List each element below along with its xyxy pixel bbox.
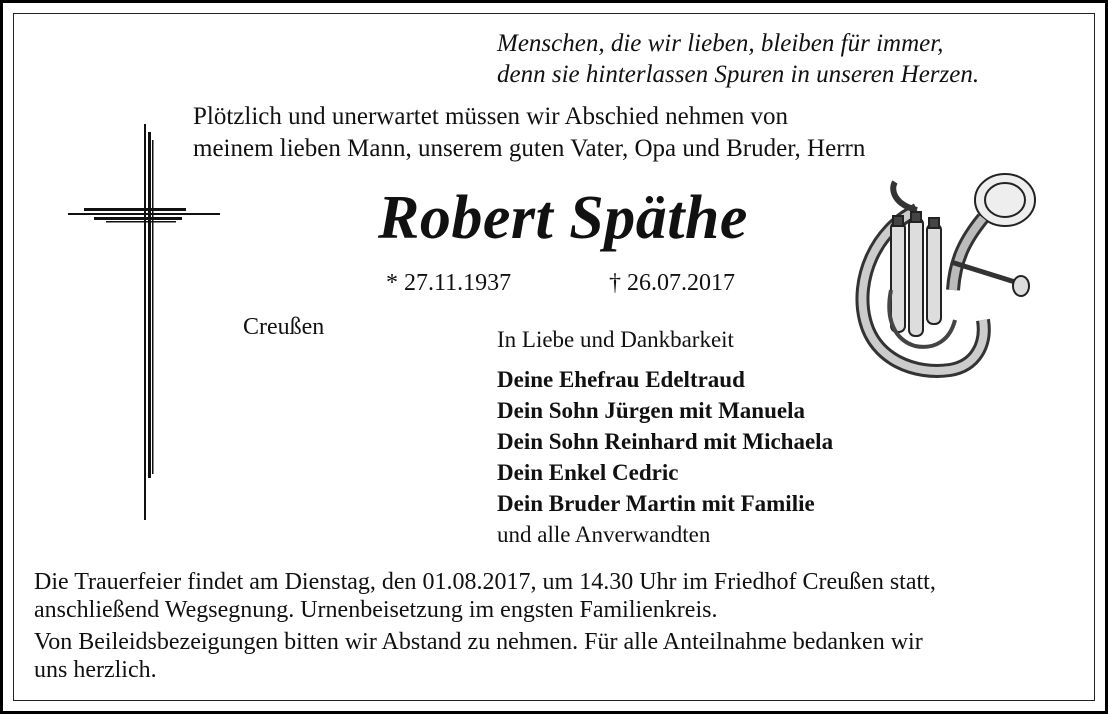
family-member: Dein Enkel Cedric bbox=[497, 460, 679, 485]
relatives-line: und alle Anverwandten bbox=[497, 522, 711, 547]
family-member: Dein Sohn Reinhard mit Michaela bbox=[497, 429, 834, 454]
thanks-heading: In Liebe und Dankbarkeit bbox=[497, 327, 734, 352]
intro-line-2: meinem lieben Mann, unserem guten Vater, Opa und Bruder, Herrn bbox=[193, 135, 866, 162]
family-member: Deine Ehefrau Edeltraud bbox=[497, 367, 745, 392]
intro-line-1: Plötzlich und unerwartet müssen wir Abschied nehmen von bbox=[193, 103, 789, 130]
motto-line-2: denn sie hinterlassen Spuren in unseren Herzen. bbox=[497, 61, 980, 88]
family-member: Dein Bruder Martin mit Familie bbox=[497, 491, 815, 516]
death-date: † 26.07.2017 bbox=[609, 270, 735, 296]
condolence-line-1: Von Beileidsbezeigungen bitten wir Abstand zu nehmen. Für alle Anteilnahme bedanken wir bbox=[34, 629, 923, 655]
condolence-line-2: uns herzlich. bbox=[34, 657, 157, 683]
funeral-line-2: anschließend Wegsegnung. Urnenbeisetzung im engsten Familienkreis. bbox=[34, 597, 718, 623]
place-name: Creußen bbox=[243, 314, 325, 340]
motto-line-1: Menschen, die wir lieben, bleiben für immer, bbox=[497, 30, 944, 57]
birth-date: * 27.11.1937 bbox=[386, 270, 512, 296]
tuba-icon bbox=[855, 170, 1045, 393]
deceased-name: Robert Späthe bbox=[378, 184, 748, 252]
family-member: Dein Sohn Jürgen mit Manuela bbox=[497, 398, 805, 423]
funeral-line-1: Die Trauerfeier findet am Dienstag, den 01.08.2017, um 14.30 Uhr im Friedhof Creußen statt, bbox=[34, 569, 936, 595]
cross-icon bbox=[66, 124, 226, 529]
